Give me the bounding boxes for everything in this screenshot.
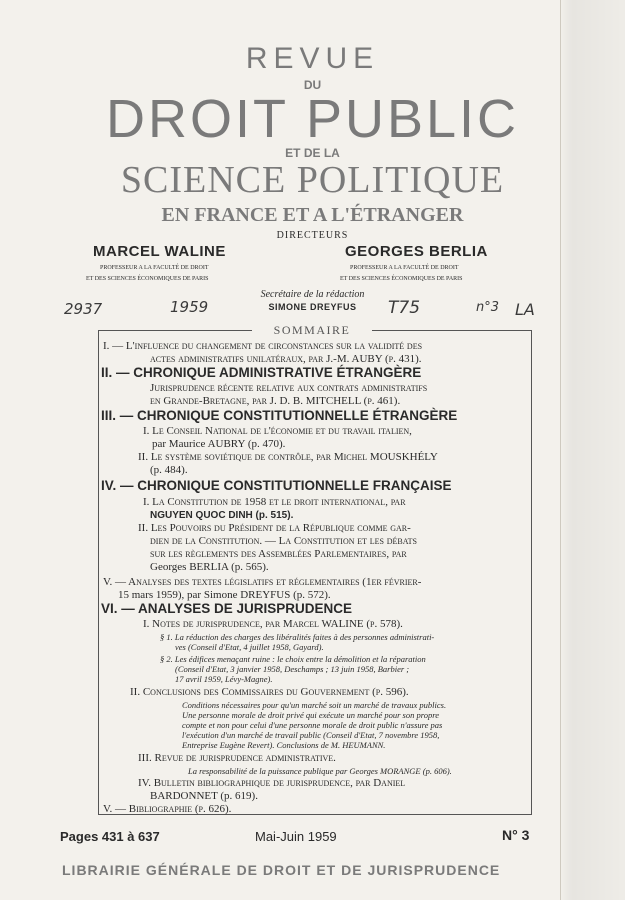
toc-line: actes administratifs unilatéraux, par J.-M. AUBY (p. 431). xyxy=(150,353,422,365)
title-en-france: EN FRANCE ET A L'ÉTRANGER xyxy=(161,204,464,226)
toc-heading: VI. — ANALYSES DE JURISPRUDENCE xyxy=(101,601,353,616)
toc-heading: IV. — CHRONIQUE CONSTITUTIONNELLE FRANÇAISE xyxy=(101,478,452,493)
toc-line: II. Les Pouvoirs du Président de la République comme gar- xyxy=(138,522,411,534)
footer-pages: Pages 431 à 637 xyxy=(60,829,160,844)
toc-line: III. Revue de jurisprudence administrative. xyxy=(138,752,336,764)
secretary-name: SIMONE DREYFUS xyxy=(268,302,357,312)
toc-line: sur les règlements des Assemblées Parlementaires, par xyxy=(150,548,407,560)
footer-date: Mai-Juin 1959 xyxy=(255,829,337,844)
toc-subline: Conditions nécessaires pour qu'un marché soit un marché de travaux publics. xyxy=(182,700,447,710)
toc-subline: compte et non pour celui d'une personne morale de droit public n'assure pas xyxy=(182,720,443,730)
director-name-berlia: GEORGES BERLIA xyxy=(345,243,488,260)
title-revue: REVUE xyxy=(245,42,380,75)
toc-subline: ves (Conseil d'Etat, 4 juillet 1958, Gayard). xyxy=(175,642,324,652)
directeurs-label: DIRECTEURS xyxy=(276,230,349,241)
toc-line: I. — L'influence du changement de circonstances sur la validité des xyxy=(103,340,423,352)
director-title-waline-1: PROFESSEUR A LA FACULTÉ DE DROIT xyxy=(100,265,209,271)
handwritten-code-t75: T75 xyxy=(388,298,421,318)
toc-line: par Maurice AUBRY (p. 470). xyxy=(152,438,286,450)
director-title-berlia-1: PROFESSEUR A LA FACULTÉ DE DROIT xyxy=(350,265,459,271)
title-du: DU xyxy=(303,78,322,92)
title-droit-public: DROIT PUBLIC xyxy=(105,89,520,149)
toc-line: Georges BERLIA (p. 565). xyxy=(150,561,269,573)
title-science-politique: SCIENCE POLITIQUE xyxy=(120,159,505,201)
toc-subline: (Conseil d'Etat, 3 janvier 1958, Deschamps ; 13 juin 1958, Barbier ; xyxy=(175,664,410,674)
toc-heading: II. — CHRONIQUE ADMINISTRATIVE ÉTRANGÈRE xyxy=(101,365,422,380)
director-name-waline: MARCEL WALINE xyxy=(93,243,226,260)
director-title-berlia-2: ET DES SCIENCES ÉCONOMIQUES DE PARIS xyxy=(340,276,463,282)
toc-line: Jurisprudence récente relative aux contrats administratifs xyxy=(150,382,428,394)
footer-publisher: LIBRAIRIE GÉNÉRALE DE DROIT ET DE JURISPRUDENCE xyxy=(62,862,501,878)
toc-subline: La responsabilité de la puissance publique par Georges MORANGE (p. 606). xyxy=(188,766,452,776)
handwritten-initials: LA xyxy=(515,300,535,319)
toc-subline: § 2. Les édifices menaçant ruine : le choix entre la démolition et la réparation xyxy=(160,654,426,664)
toc-line: II. Conclusions des Commissaires du Gouvernement (p. 596). xyxy=(130,686,409,698)
toc-subline: Une personne morale de droit privé qui exécute un marché pour son propre xyxy=(182,710,439,720)
toc-line: I. Notes de jurisprudence, par Marcel WALINE (p. 578). xyxy=(143,618,403,630)
handwritten-year: 1959 xyxy=(170,298,209,316)
toc-line: I. La Constitution de 1958 et le droit international, par xyxy=(143,496,406,508)
handwritten-number: n°3 xyxy=(476,300,500,315)
toc-subline: 17 avril 1959, Lévy-Magne). xyxy=(175,674,273,684)
title-et-de-la: ET DE LA xyxy=(285,146,340,160)
toc-heading: III. — CHRONIQUE CONSTITUTIONNELLE ÉTRANGÈRE xyxy=(101,408,458,423)
toc-line: IV. Bulletin bibliographique de jurisprudence, par Daniel xyxy=(138,777,406,789)
toc-line: I. Le Conseil National de l'économie et du travail italien, xyxy=(143,425,412,437)
toc-line: 15 mars 1959), par Simone DREYFUS (p. 572). xyxy=(118,589,331,601)
toc-line: II. Le système soviétique de contrôle, par Michel MOUSKHÉLY xyxy=(138,451,438,463)
toc-subline: Entreprise Eugène Revert). Conclusions de M. HEUMANN. xyxy=(182,740,386,750)
director-title-waline-2: ET DES SCIENCES ÉCONOMIQUES DE PARIS xyxy=(86,276,209,282)
toc-subline: l'exécution d'un marché de travail public (Conseil d'Etat, 7 novembre 1958, xyxy=(182,730,440,740)
toc-line: en Grande-Bretagne, par J. D. B. MITCHELL (p. 461). xyxy=(150,395,401,407)
toc-line: V. — Bibliographie (p. 626). xyxy=(103,803,232,815)
toc-line: V. — Analyses des textes législatifs et réglementaires (1er février- xyxy=(103,576,422,588)
toc-subline: § 1. La réduction des charges des libéralités faites à des personnes administrati- xyxy=(160,632,435,642)
toc-line: (p. 484). xyxy=(150,464,188,476)
toc-line: BARDONNET (p. 619). xyxy=(150,790,258,802)
toc-line: NGUYEN QUOC DINH (p. 515). xyxy=(150,510,294,521)
footer-number: N° 3 xyxy=(502,827,530,843)
toc-line: dien de la Constitution. — La Constitution et les débats xyxy=(150,535,417,547)
sommaire-title: SOMMAIRE xyxy=(252,323,372,338)
secretary-label: Secrétaire de la rédaction xyxy=(260,289,365,300)
handwritten-code-1: 2937 xyxy=(64,300,103,318)
